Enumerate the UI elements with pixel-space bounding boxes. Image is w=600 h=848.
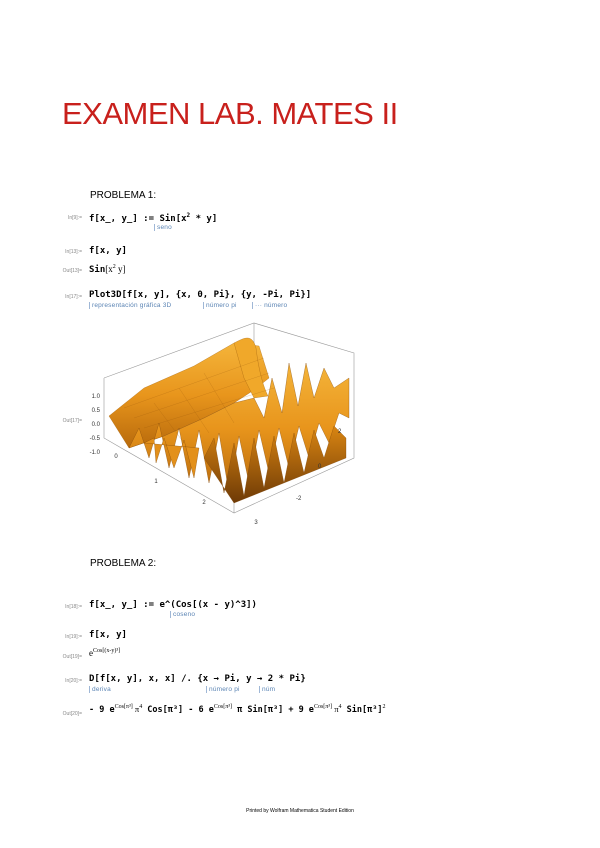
y-tick-0: 0 [318,464,322,470]
in20-hint-deriva[interactable]: deriva [89,686,111,693]
out20-t3f: 2 [382,704,386,711]
in13-code[interactable]: f[x, y] [89,246,127,256]
out19-label: Out[19]= [62,654,82,660]
out20-t1c: 4 [139,704,143,711]
out20-t3a: + 9 e [283,705,314,715]
in9-label: In[9]:= [67,215,82,221]
plot3d-surface[interactable] [84,318,364,533]
out20-label: Out[20]= [62,711,82,717]
in20-hint-pi[interactable]: número pi [206,686,240,693]
footer-note: Printed by Wolfram Mathematica Student Edition [246,808,354,814]
out19-base: e [89,648,93,658]
in17-hint-plot3d[interactable]: representación gráfica 3D [89,302,171,309]
in20-code[interactable]: D[f[x, y], x, x] /. {x → Pi, y → 2 * Pi} [89,674,306,684]
out20-t3b: π [332,704,339,714]
in17-label: In[17]:= [65,294,82,300]
out13-label: Out[13]= [62,268,82,274]
z-tick-neg1: -1.0 [89,450,100,456]
out20-t1d: Cos[π³] [142,705,184,715]
in20-label: In[20]:= [65,678,82,684]
out20-t2e: Cos[π³] [213,704,233,711]
z-tick-1: 1.0 [91,394,100,400]
in19-label: In[19]:= [65,634,82,640]
in17-hint-pi1[interactable]: número pi [203,302,237,309]
out20-t1e: Cos[π³] [114,704,133,711]
in9-code-a: f[x_, y_] := Sin[x [89,214,187,224]
in13-label: In[13]:= [65,249,82,255]
out20-t2b: π Sin[π³] [232,705,284,715]
document-title: EXAMEN LAB. MATES II [62,96,398,131]
z-tick-neg0.5: -0.5 [89,436,100,442]
x-tick-3: 3 [254,520,258,526]
out20-t1b: π [132,704,140,714]
x-tick-2: 2 [202,500,206,506]
in20-hint-num[interactable]: núm [259,686,275,693]
out13-exp: 2 [112,264,116,270]
y-tick-2: 2 [338,429,342,435]
out20-t3c: 4 [338,704,342,711]
in18-code[interactable]: f[x_, y_] := e^(Cos[(x - y)^3]) [89,600,257,610]
out20-t2a: - 6 e [183,705,214,715]
out20-result [89,704,385,715]
out19-result [89,648,120,658]
z-tick-0.5: 0.5 [91,408,100,414]
in17-code[interactable]: Plot3D[f[x, y], {x, 0, Pi}, {y, -Pi, Pi}] [89,290,312,300]
problem1-heading: PROBLEMA 1: [90,190,157,201]
out13-b: [x [105,264,113,274]
out20-t1a: - 9 e [89,705,115,715]
in19-code[interactable]: f[x, y] [89,630,127,640]
out13-sin: Sin [89,265,106,275]
in9-hint[interactable]: seno [154,224,172,231]
x-tick-0: 0 [114,454,118,460]
out20-t3d: Sin[π³] [341,705,383,715]
out19-exp: Cos[(x-y)³] [93,648,121,654]
in9-code-b: * y] [190,214,218,224]
in17-hint-pi2[interactable]: ··· número [252,302,287,309]
in9-code[interactable] [89,212,217,224]
out20-t3e: Cos[π³] [313,704,333,711]
z-tick-0: 0.0 [91,422,100,428]
out13-c: y] [115,264,126,274]
in9-code-exp: 2 [186,212,191,219]
out17-label: Out[17]= [62,418,82,424]
out13-result [89,264,126,275]
x-tick-1: 1 [154,479,158,485]
y-tick-neg2: -2 [296,496,302,502]
in18-hint[interactable]: coseno [170,611,195,618]
problem2-heading: PROBLEMA 2: [90,558,157,569]
in18-label: In[18]:= [65,604,82,610]
